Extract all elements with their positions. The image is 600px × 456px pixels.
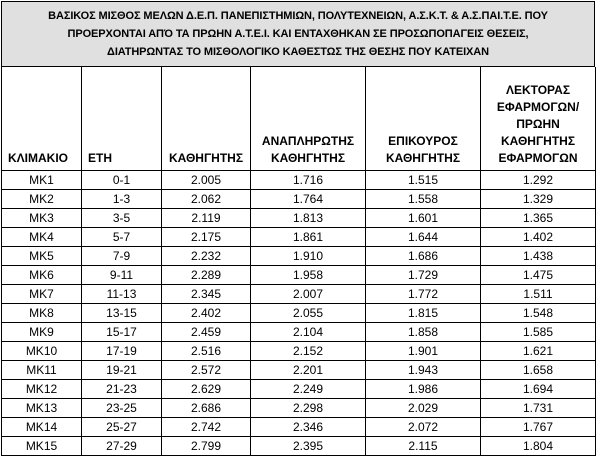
cell-klimakio: ΜΚ6	[2, 266, 82, 285]
header-anaplirotis: ΑΝΑΠΛΗΡΩΤΗΣ ΚΑΘΗΓΗΤΗΣ	[251, 67, 366, 171]
cell-eti: 15-17	[82, 323, 162, 342]
cell-lektoras: 1.365	[481, 209, 596, 228]
cell-kathigitis: 2.516	[162, 342, 251, 361]
table-row	[2, 190, 596, 209]
cell-epikouros: 1.601	[366, 209, 481, 228]
table-title	[1, 1, 595, 67]
cell-lektoras: 1.329	[481, 190, 596, 209]
cell-anaplirotis: 1.764	[251, 190, 366, 209]
title-line-2: ΠΡΟΕΡΧΟΝΤΑΙ ΑΠΌ ΤΑ ΠΡΩΗΝ Α.Τ.Ε.Ι. ΚΑΙ ΕΝΤΑΧΘΗΚΑΝ ΣΕ ΠΡΟΣΩΠΟΠΑΓΕΙΣ ΘΕΣΕΙΣ,	[67, 28, 529, 40]
cell-klimakio: ΜΚ2	[2, 190, 82, 209]
cell-eti: 23-25	[82, 399, 162, 418]
cell-eti: 7-9	[82, 247, 162, 266]
cell-anaplirotis: 1.910	[251, 247, 366, 266]
title-line-1: ΒΑΣΙΚΟΣ ΜΙΣΘΟΣ ΜΕΛΩΝ Δ.Ε.Π. ΠΑΝΕΠΙΣΤΗΜΙΩΝ, ΠΟΛΥΤΕΧΝΕΙΩΝ, Α.Σ.Κ.Τ. & Α.Σ.ΠΑΙ.Τ.Ε. ΠΟΥ	[48, 10, 548, 22]
table-row	[2, 342, 596, 361]
cell-eti: 5-7	[82, 228, 162, 247]
cell-klimakio: ΜΚ9	[2, 323, 82, 342]
cell-epikouros: 1.515	[366, 171, 481, 190]
cell-kathigitis: 2.345	[162, 285, 251, 304]
cell-klimakio: ΜΚ10	[2, 342, 82, 361]
cell-kathigitis: 2.402	[162, 304, 251, 323]
cell-eti: 21-23	[82, 380, 162, 399]
table-row	[2, 418, 596, 437]
cell-klimakio: ΜΚ11	[2, 361, 82, 380]
cell-klimakio: ΜΚ14	[2, 418, 82, 437]
cell-eti: 17-19	[82, 342, 162, 361]
table-row	[2, 323, 596, 342]
cell-eti: 13-15	[82, 304, 162, 323]
cell-epikouros: 1.858	[366, 323, 481, 342]
cell-kathigitis: 2.629	[162, 380, 251, 399]
cell-lektoras: 1.438	[481, 247, 596, 266]
cell-lektoras: 1.621	[481, 342, 596, 361]
cell-lektoras: 1.767	[481, 418, 596, 437]
cell-anaplirotis: 2.298	[251, 399, 366, 418]
cell-anaplirotis: 2.007	[251, 285, 366, 304]
cell-klimakio: ΜΚ13	[2, 399, 82, 418]
cell-eti: 19-21	[82, 361, 162, 380]
table-header	[2, 67, 596, 171]
cell-kathigitis: 2.799	[162, 437, 251, 456]
cell-anaplirotis: 1.813	[251, 209, 366, 228]
cell-lektoras: 1.585	[481, 323, 596, 342]
cell-lektoras: 1.804	[481, 437, 596, 456]
header-eti: ΕΤΗ	[82, 67, 162, 171]
cell-kathigitis: 2.289	[162, 266, 251, 285]
table-body	[2, 171, 596, 456]
salary-sheet	[1, 1, 595, 456]
cell-anaplirotis: 2.395	[251, 437, 366, 456]
header-epikouros: ΕΠΙΚΟΥΡΟΣ ΚΑΘΗΓΗΤΗΣ	[366, 67, 481, 171]
table-row	[2, 209, 596, 228]
cell-anaplirotis: 2.249	[251, 380, 366, 399]
cell-kathigitis: 2.572	[162, 361, 251, 380]
cell-eti: 9-11	[82, 266, 162, 285]
title-line-3: ΔΙΑΤΗΡΩΝΤΑΣ ΤΟ ΜΙΣΘΟΛΟΓΙΚΟ ΚΑΘΕΣΤΩΣ ΤΗΣ ΘΕΣΗΣ ΠΟΥ ΚΑΤΕΙΧΑΝ	[107, 46, 489, 58]
cell-anaplirotis: 2.346	[251, 418, 366, 437]
cell-lektoras: 1.511	[481, 285, 596, 304]
cell-klimakio: ΜΚ12	[2, 380, 82, 399]
cell-kathigitis: 2.686	[162, 399, 251, 418]
cell-epikouros: 2.029	[366, 399, 481, 418]
cell-lektoras: 1.731	[481, 399, 596, 418]
cell-epikouros: 1.772	[366, 285, 481, 304]
cell-epikouros: 1.644	[366, 228, 481, 247]
cell-epikouros: 1.729	[366, 266, 481, 285]
cell-lektoras: 1.292	[481, 171, 596, 190]
cell-klimakio: ΜΚ7	[2, 285, 82, 304]
cell-klimakio: ΜΚ4	[2, 228, 82, 247]
cell-kathigitis: 2.459	[162, 323, 251, 342]
cell-kathigitis: 2.742	[162, 418, 251, 437]
cell-kathigitis: 2.005	[162, 171, 251, 190]
cell-eti: 27-29	[82, 437, 162, 456]
table-row	[2, 361, 596, 380]
cell-anaplirotis: 2.201	[251, 361, 366, 380]
table-row	[2, 247, 596, 266]
cell-lektoras: 1.402	[481, 228, 596, 247]
table-row	[2, 266, 596, 285]
cell-eti: 11-13	[82, 285, 162, 304]
cell-klimakio: ΜΚ15	[2, 437, 82, 456]
cell-klimakio: ΜΚ1	[2, 171, 82, 190]
salary-table	[1, 67, 596, 456]
header-kathigitis: ΚΑΘΗΓΗΤΗΣ	[162, 67, 251, 171]
cell-anaplirotis: 1.716	[251, 171, 366, 190]
cell-kathigitis: 2.175	[162, 228, 251, 247]
table-row	[2, 437, 596, 456]
table-row	[2, 285, 596, 304]
table-row	[2, 171, 596, 190]
header-lektoras: ΛΕΚΤΟΡΑΣ ΕΦΑΡΜΟΓΩΝ/ ΠΡΩΗΝ ΚΑΘΗΓΗΤΗΣ ΕΦΑΡΜΟΓΩΝ	[481, 67, 596, 171]
cell-eti: 0-1	[82, 171, 162, 190]
cell-eti: 3-5	[82, 209, 162, 228]
cell-kathigitis: 2.232	[162, 247, 251, 266]
cell-kathigitis: 2.119	[162, 209, 251, 228]
cell-eti: 1-3	[82, 190, 162, 209]
table-row	[2, 380, 596, 399]
cell-epikouros: 1.686	[366, 247, 481, 266]
cell-lektoras: 1.658	[481, 361, 596, 380]
cell-lektoras: 1.548	[481, 304, 596, 323]
table-row	[2, 304, 596, 323]
cell-epikouros: 1.901	[366, 342, 481, 361]
cell-anaplirotis: 2.055	[251, 304, 366, 323]
cell-lektoras: 1.694	[481, 380, 596, 399]
cell-kathigitis: 2.062	[162, 190, 251, 209]
cell-klimakio: ΜΚ8	[2, 304, 82, 323]
table-row	[2, 399, 596, 418]
cell-anaplirotis: 2.104	[251, 323, 366, 342]
cell-eti: 25-27	[82, 418, 162, 437]
cell-epikouros: 1.986	[366, 380, 481, 399]
cell-epikouros: 1.815	[366, 304, 481, 323]
cell-epikouros: 1.558	[366, 190, 481, 209]
table-row	[2, 228, 596, 247]
cell-epikouros: 2.115	[366, 437, 481, 456]
cell-anaplirotis: 1.958	[251, 266, 366, 285]
cell-epikouros: 1.943	[366, 361, 481, 380]
cell-anaplirotis: 2.152	[251, 342, 366, 361]
cell-klimakio: ΜΚ5	[2, 247, 82, 266]
cell-epikouros: 2.072	[366, 418, 481, 437]
header-klimakio: ΚΛΙΜΑΚΙΟ	[2, 67, 82, 171]
cell-anaplirotis: 1.861	[251, 228, 366, 247]
cell-klimakio: ΜΚ3	[2, 209, 82, 228]
cell-lektoras: 1.475	[481, 266, 596, 285]
